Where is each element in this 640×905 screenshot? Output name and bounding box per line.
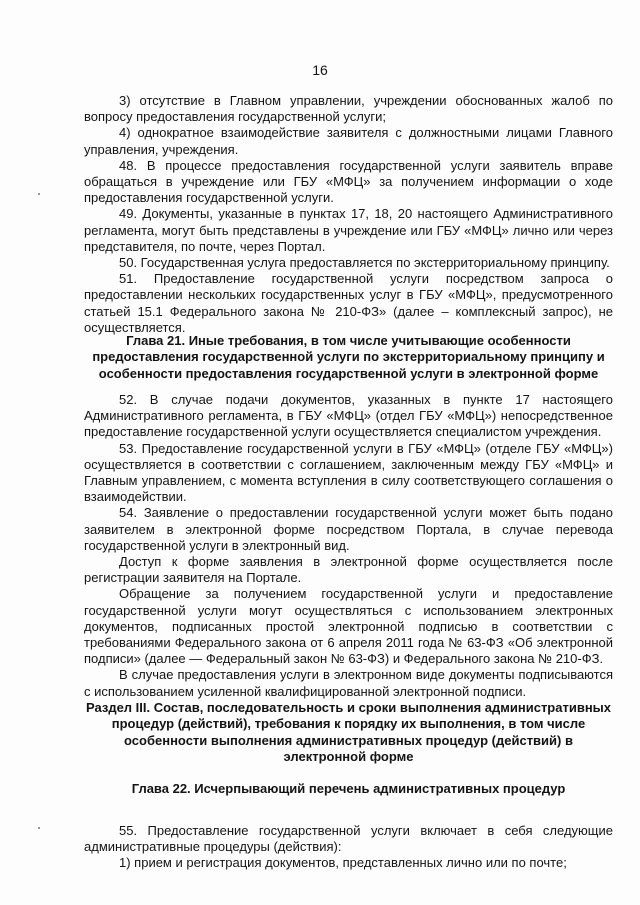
paragraph-qualified-signature: В случае предоставления услуги в электронном виде документы подписываются с использованием усиленной квалифицированной электронной подписи. xyxy=(84,667,613,699)
chapter-21-heading-wrap xyxy=(84,333,613,382)
paragraph-54: 54. Заявление о предоставлении государственной услуги может быть подано заявителем в электронной форме посредством Портала, в случае перевода государственной услуги в электронный вид. xyxy=(84,505,613,553)
paragraph-51: 51. Предоставление государственной услуги посредством запроса о предоставлении нескольких государственных услуг в ГБУ «МФЦ», предусмотренного статьей 15.1 Федерального закона № 210-ФЗ» (далее – комплексный запрос), не осуществляется. xyxy=(84,271,613,335)
scan-speck xyxy=(38,193,40,195)
paragraph-50: 50. Государственная услуга предоставляется по экстерриториальному принципу. xyxy=(119,255,610,271)
paragraph-electronic-signature: Обращение за получением государственной услуги и предоставление государственной услуги могут осуществляться с использованием электронных документов, подписанных простой электронной подписью в соответствии с требованиями Федерального закона от 6 апреля 2011 года № 63-ФЗ «Об электронной подписи» (далее — Федеральный закон № 63-ФЗ) и Федерального закона № 210-ФЗ. xyxy=(84,586,613,667)
paragraph-48: 48. В процессе предоставления государственной услуги заявитель вправе обращаться в учреждение или ГБУ «МФЦ» за получением информации о ходе предоставления государственной услуги. xyxy=(84,157,613,206)
paragraph-group-1 xyxy=(84,93,613,336)
paragraph-item-4: 4) однократное взаимодействие заявителя с должностными лицами Главного управления, учреждения. xyxy=(84,125,613,157)
paragraph-53: 53. Предоставление государственной услуги в ГБУ «МФЦ» (отделе ГБУ «МФЦ») осуществляется в соответствии с соглашением, заключенным между ГБУ «МФЦ» и Главным управлением, с момента вступления в силу соответствующего соглашения о взаимодействии. xyxy=(84,440,613,505)
section-3-heading-wrap xyxy=(84,700,613,766)
chapter-21-heading: Глава 21. Иные требования, в том числе учитывающие особенности предоставления государственной услуги по экстерриториальному принципу и особенности предоставления государственной услуги в электронной форме xyxy=(92,333,605,381)
paragraph-item-3: 3) отсутствие в Главном управлении, учреждении обоснованных жалоб по вопросу предоставления государственной услуги; xyxy=(84,93,613,125)
paragraph-52: 52. В случае подачи документов, указанных в пункте 17 настоящего Административного регламента, в ГБУ «МФЦ» (отдел ГБУ «МФЦ») непосредственное предоставление государственной услуги осуществляется специалистом учреждения. xyxy=(84,392,613,440)
section-3-heading: Раздел III. Состав, последовательность и сроки выполнения административных процедур (действий), требования к порядку их выполнения, в том числе особенности выполнения административных процедур (действий) в электронной форме xyxy=(85,700,612,765)
paragraph-group-2 xyxy=(84,392,613,700)
paragraph-55: 55. Предоставление государственной услуги включает в себя следующие административные процедуры (действия): xyxy=(84,823,613,855)
page-number: 16 xyxy=(312,62,328,78)
chapter-22-heading-wrap xyxy=(84,781,613,797)
paragraph-portal-access: Доступ к форме заявления в электронной форме осуществляется после регистрации заявителя на Портале. xyxy=(84,554,613,586)
scan-speck xyxy=(38,827,40,829)
paragraph-49: 49. Документы, указанные в пунктах 17, 18, 20 настоящего Административного регламента, могут быть представлены в учреждение или ГБУ «МФЦ» лично или через представителя, по почте, через Портал. xyxy=(84,206,613,254)
paragraph-group-3 xyxy=(84,823,613,872)
paragraph-procedure-1: 1) прием и регистрация документов, представленных лично или по почте; xyxy=(119,855,567,871)
chapter-22-heading: Глава 22. Исчерпывающий перечень административных процедур xyxy=(131,781,566,796)
